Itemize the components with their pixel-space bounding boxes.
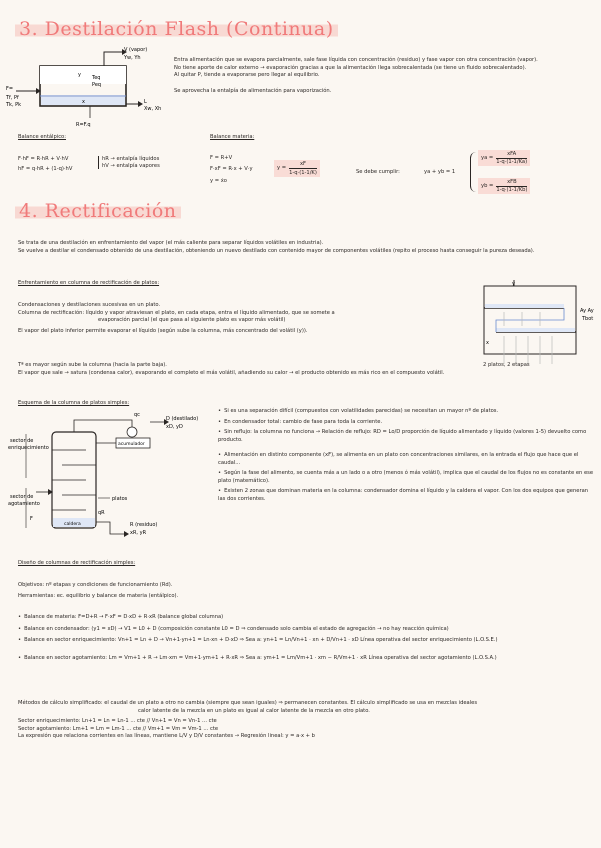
svg-text:V (vapor): V (vapor)	[124, 47, 148, 53]
herramientas: Herramientas: ec. equilibrio y balance de materia (entálpico).	[18, 593, 179, 599]
section4-intro: Se trata de una destilación en enfrentamiento del vapor (el más caliente para separar líquidos volátiles en industria). Se vuelve a destilar el condensado obtenido de una destilación, obteniendo un nuevo destilado con contenido mayor de componentes volátiles (repito el proceso hasta conseguir la pureza deseada).	[18, 240, 535, 254]
svg-text:enriquecimiento: enriquecimiento	[8, 445, 49, 451]
svg-text:Tbot: Tbot	[582, 316, 594, 322]
svg-text:y: y	[78, 72, 81, 78]
svg-text:F=: F=	[6, 86, 14, 92]
sum-condition: ya + yb = 1	[424, 169, 456, 175]
yb-equation: yb = xFB 1-q·(1-1/Kb)	[478, 178, 530, 194]
entalpico-notes: hR → entalpía líquidos hV → entalpía vapores	[98, 156, 160, 169]
materia-eq1: F = R+V	[210, 155, 233, 161]
svg-text:Yw, Yh: Yw, Yh	[124, 55, 141, 61]
section3-description: Entra alimentación que se evapora parcialmente, sale fase líquida con concentración (residuo) y fase vapor con otra concentración (vapor). No tiene aporte de calor externo → evaporación gracias a que la alimentación llega sobrecalentada (se tiene un fluido sobrecalentado). Al quitar P, tiende a evaporarse pero llegar al equilibrio. Se aprovecha la entalpía de alimentación para vaporización.	[174, 57, 538, 94]
svg-text:xR, yR: xR, yR	[130, 530, 147, 536]
column-diagram	[6, 410, 206, 542]
plates-diagram	[474, 280, 598, 370]
svg-text:Tk, Pk: Tk, Pk	[6, 102, 22, 108]
diseno-title: Diseño de columnas de rectificación simples:	[18, 560, 136, 566]
temp-text: Tª es mayor según sube la columna (hacia la parte baja). El vapor que sale → satura (condensa calor), evaporando el completo el más volátil, añadiendo su calor → el producto obtenido es más rico en el compuesto volátil.	[18, 362, 445, 376]
materia-fraction: y = $\frac{xF}{1-q\cdot(1-1/K)}$	[274, 160, 320, 177]
svg-text:caldera: caldera	[64, 522, 81, 527]
esquema-title: Esquema de la columna de platos simples:	[18, 400, 130, 406]
plates-caption: 2 platos, 2 etapas	[483, 362, 530, 368]
svg-text:Tf, Pf: Tf, Pf	[6, 95, 19, 101]
svg-text:F: F	[30, 516, 33, 522]
svg-text:Xw, Xh: Xw, Xh	[144, 106, 162, 112]
section3-title: 3. Destilación Flash (Continua)	[15, 18, 338, 40]
objetivos: Objetivos: nº etapas y condiciones de funcionamiento (Rd).	[18, 582, 173, 588]
svg-text:acumulador: acumulador	[118, 442, 145, 447]
enfrentamiento-text: Condensaciones y destilaciones sucesivas en un plato. Columna de rectificación: líquido y vapor atraviesan el plato, en cada etapa, entra el líquido alimentado, que se somete a evaporación parcial (el que pasa al siguiente plato es vapor más volátil) El vapor del plato inferior permite evaporar el líquido (según sube la columna, más concentrado del volátil (y)).	[18, 302, 335, 334]
entalpico-eq1: F·hF = R·hR + V·hV	[18, 156, 69, 162]
enfrentamiento-title: Enfrentamiento en columna de rectificación de platos:	[18, 280, 160, 286]
svg-text:xD, yD: xD, yD	[166, 424, 183, 430]
materia-eq3: y = ẋo	[210, 178, 227, 184]
svg-text:agotamiento: agotamiento	[8, 501, 40, 507]
svg-text:D (destilado): D (destilado)	[166, 416, 199, 422]
svg-text:y: y	[512, 281, 515, 287]
must-meet-label: Se debe cumplir:	[356, 169, 400, 175]
svg-text:qc: qc	[134, 412, 140, 418]
svg-text:L: L	[144, 99, 147, 105]
balances-list: • Balance de materia: F=D+R → F·xF = D·xD + R·xR (balance global columna) • Balance en condensador: (y1 = xD) → V1 = L0 + D (composición constante L0 = D ⇒ condensado solo cambia el estado de agregación → no hay reacción química) • Balance en sector enriquecimiento: Vn+1 = Ln + D → Vn+1·yn+1 = Ln·xn + D·xD ⇒ Sea a: yn+1 = Ln/Vn+1 · xn + D/Vn+1 · xD Línea operativa del sector enriquecimiento (L.O.S.E.) • Balance en sector agotamiento: Lm = Vm+1 + R → Lm·xm = Vm+1·ym+1 + R·xR ⇒ Sea a: ym+1 = Lm/Vm+1 · xm − R/Vm+1 · xR Línea operativa del sector agotamiento (L.O.S.A.)	[18, 614, 593, 662]
svg-text:Peq: Peq	[92, 82, 102, 88]
svg-text:x: x	[486, 340, 489, 346]
svg-text:R=F.q: R=F.q	[76, 122, 91, 128]
svg-text:x: x	[82, 99, 85, 105]
svg-text:qR: qR	[98, 510, 105, 516]
svg-text:R (residuo): R (residuo)	[130, 522, 158, 528]
metodos-text: Métodos de cálculo simplificado: el caudal de un plato a otro no cambia (siempre que sean iguales) ⇒ permanecen constantes. El cálculo simplificado se usa en mezclas ideales calor latente de la mezcla en un plato es igual al calor latente de la mezcla en otro plato. Sector enriquecimiento: Ln+1 = Ln = Ln-1 ... cte // Vn+1 = Vn = Vn-1 ... cte Sector agotamiento: Lm+1 = Lm = Lm-1 ... cte // Vm+1 = Vm = Vm-1 ... cte La expresión que relaciona corrientes en las líneas, mantiene L/V y D/V constantes → Regresión lineal: y = a·x + b	[18, 700, 478, 740]
svg-text:platos: platos	[112, 496, 128, 502]
svg-text:Ay Ay: Ay Ay	[580, 308, 594, 314]
balance-entalpico-title: Balance entálpico:	[18, 134, 66, 140]
flash-diagram	[4, 46, 164, 132]
svg-text:sector de: sector de	[10, 438, 34, 444]
ya-equation: ya = xFA 1-q·(1-1/Ka)	[478, 150, 530, 166]
balance-materia-title: Balance materia:	[210, 134, 255, 140]
svg-text:Teq: Teq	[92, 75, 101, 81]
section4-title: 4. Rectificación	[15, 200, 181, 222]
svg-text:sector de: sector de	[10, 494, 34, 500]
entalpico-eq2: hF = q·hR + (1-q)·hV	[18, 166, 73, 172]
column-bullets: • Si es una separación difícil (compuestos con volatilidades parecidas) se necesitan un mayor nº de platos. • En condensador total: cambio de fase para toda la corriente. • Sin reflujo: la columna no funciona → Relación de reflujo: RD = Lo/D proporción de líquido alimentado y líquido (valores 1-5) devuelto como producto. • Alimentación en distinto componente (xF), se alimenta en un plato con concentraciones similares, en la entrada el flujo que hace que el caudal... • Según la fase del alimento, se cuenta más a un lado o a otro (menos ó más volátil), implica que el caudal de los flujos no es constante en ese plato (matemático). • Existen 2 zonas que dominan materia en la columna: condensador domina el líquido y la caldera el vapor. Con los dos equipos que generan las dos corrientes.	[218, 408, 596, 503]
materia-eq2: F·xF = R·x + V·y	[210, 166, 253, 172]
